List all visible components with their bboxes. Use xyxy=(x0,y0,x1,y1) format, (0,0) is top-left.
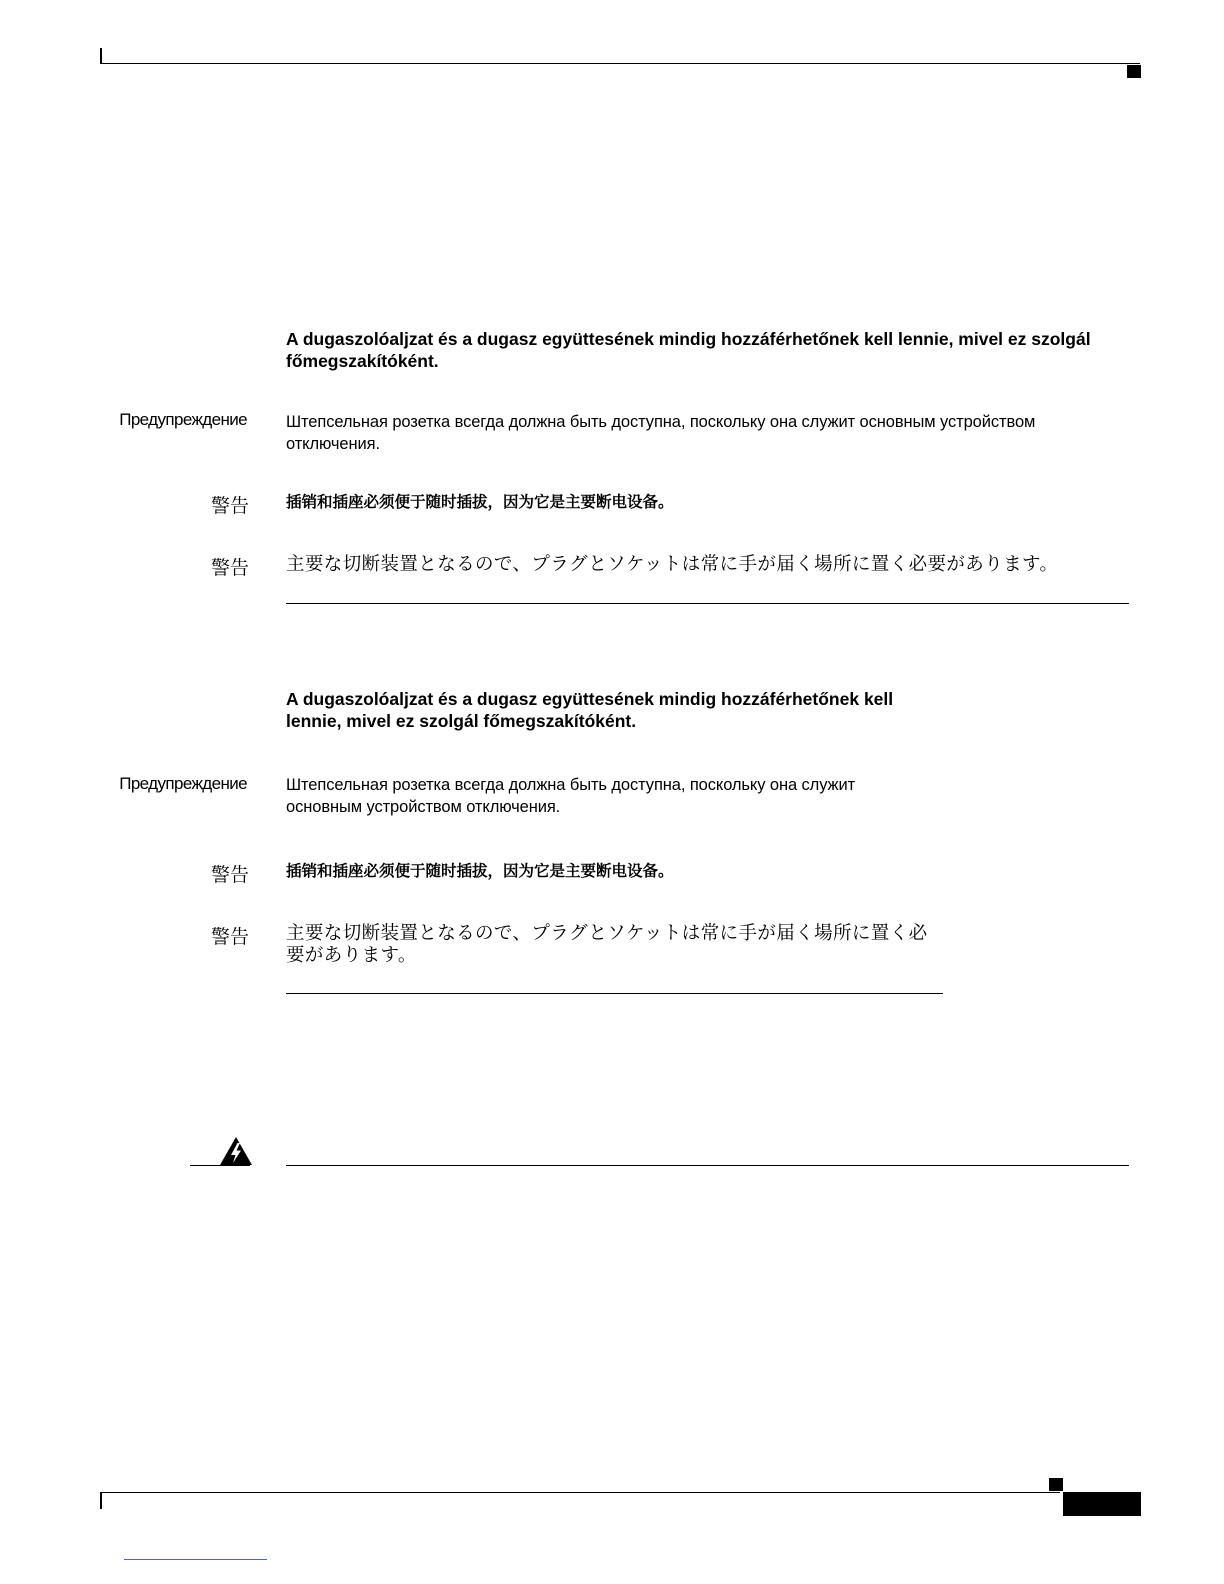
japanese-warning-label-2: 警告 xyxy=(210,927,249,948)
hungarian-warning-1: A dugaszolóaljzat és a dugasz együttesének mindig hozzáférhetőnek kell lennie, mivel ez szolgál főmegszakítóként. xyxy=(286,329,1091,371)
footer-left-tick xyxy=(100,1493,102,1509)
japanese-warning-label-1: 警告 xyxy=(210,558,249,579)
header-rule xyxy=(100,63,1140,64)
hungarian-warning-2: A dugaszolóaljzat és a dugasz együttesének mindig hozzáférhetőnek kell lennie, mivel ez szolgál főmegszakítóként. xyxy=(286,689,894,731)
header-square-mark xyxy=(1127,65,1141,78)
russian-warning-text-2: Штепсельная розетка всегда должна быть доступна, поскольку она служит основным устройством отключения. xyxy=(286,776,856,816)
chinese-warning-text-2: 插销和插座必须便于随时插拔，因为它是主要断电设备。 xyxy=(286,863,674,880)
japanese-warning-text-1: 主要な切断装置となるので、プラグとソケットは常に手が届く場所に置く必要があります。 xyxy=(286,553,1059,574)
warning-rule xyxy=(286,1165,1129,1166)
chinese-warning-label-1: 警告 xyxy=(210,496,249,517)
section-divider-1 xyxy=(286,603,1129,604)
footer-square-mark xyxy=(1049,1478,1063,1491)
chinese-warning-label-2: 警告 xyxy=(210,865,249,886)
footer-rule xyxy=(100,1492,1060,1493)
russian-warning-label-1: Предупреждение xyxy=(119,410,247,429)
header-left-tick xyxy=(100,48,102,64)
footer-page-tab xyxy=(1063,1492,1141,1516)
warning-triangle-lightning-icon xyxy=(219,1136,253,1166)
chinese-warning-text-1: 插销和插座必须便于随时插拔，因为它是主要断电设备。 xyxy=(286,494,674,511)
warning-icon-underline xyxy=(190,1165,250,1166)
russian-warning-text-1: Штепсельная розетка всегда должна быть доступна, поскольку она служит основным устройством отключения. xyxy=(286,413,1036,453)
russian-warning-label-2: Предупреждение xyxy=(119,774,247,793)
footer-link-underline xyxy=(124,1559,267,1560)
section-divider-2 xyxy=(286,993,943,994)
japanese-warning-text-2: 主要な切断装置となるので、プラグとソケットは常に手が届く場所に置く必要があります。 xyxy=(286,922,928,965)
